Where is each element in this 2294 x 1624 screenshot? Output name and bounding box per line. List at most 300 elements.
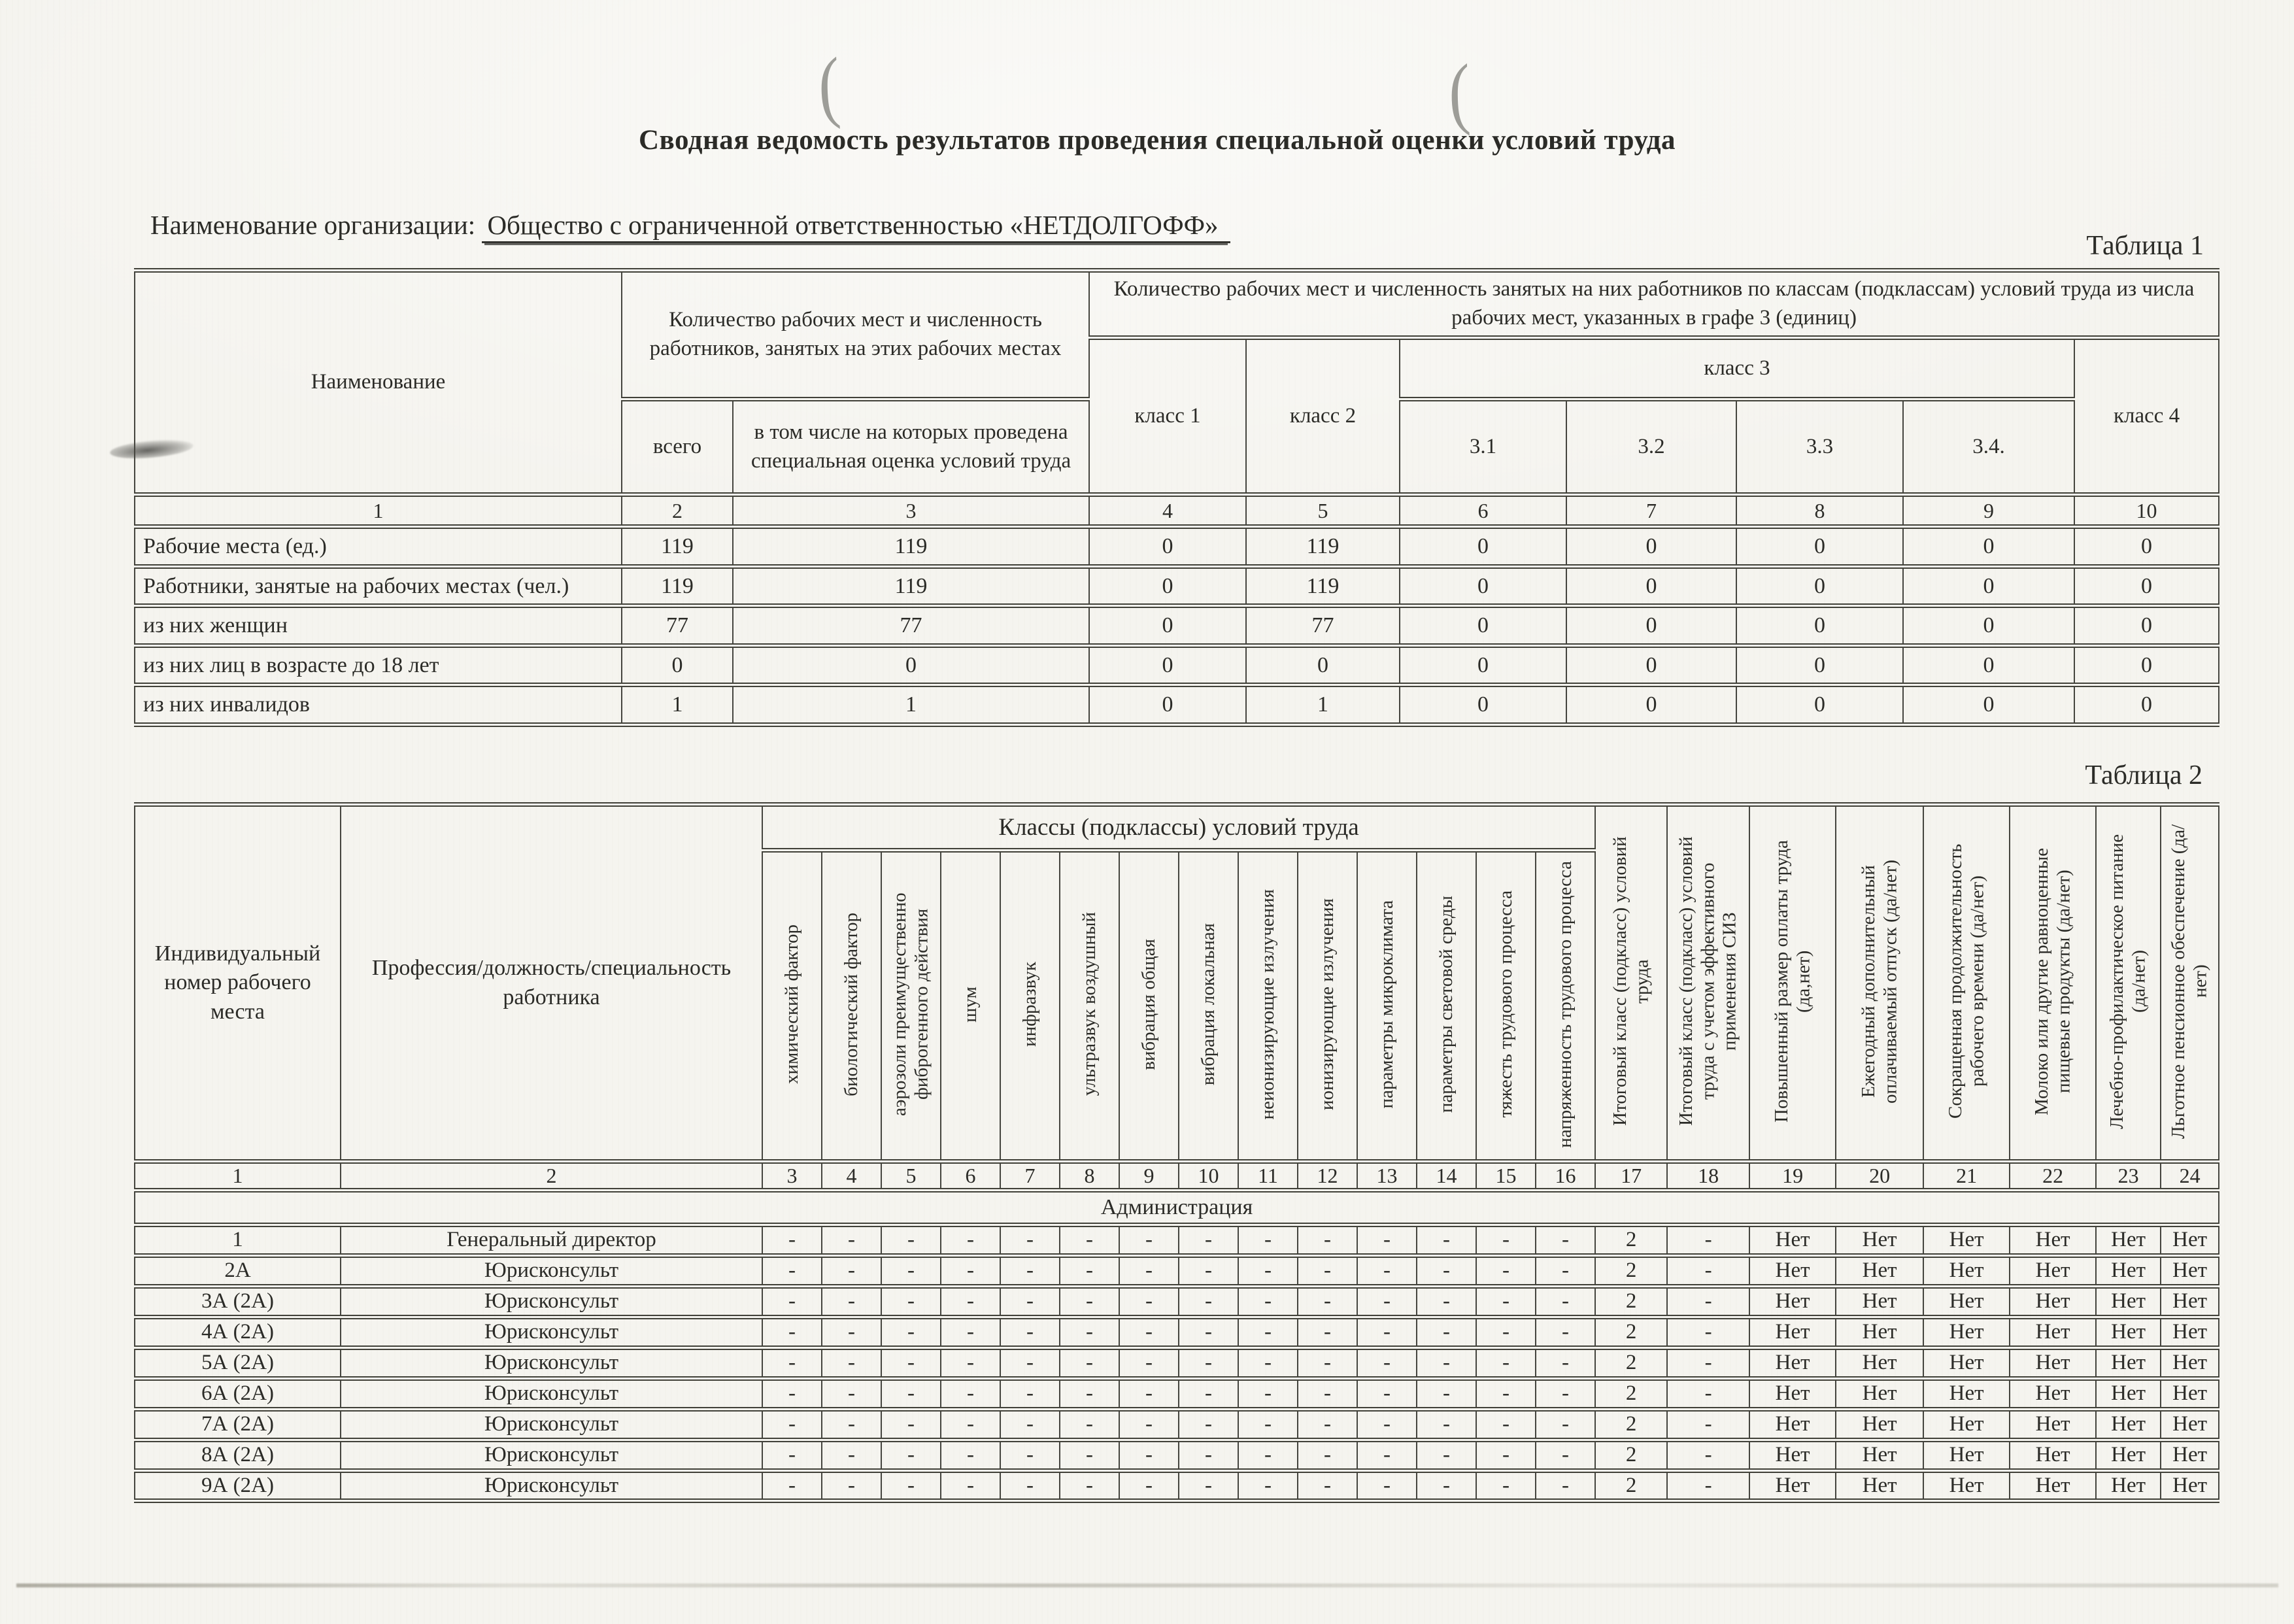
t1-cell: 0 [1903,527,2074,567]
factor-cell: - [1298,1409,1357,1440]
t2-header-light-label: параметры световой среды [1435,895,1457,1113]
factor-cell: - [1357,1470,1417,1501]
final-class-cell: 2 [1595,1255,1667,1286]
workplace-number-cell: 3А (2А) [135,1286,341,1317]
factor-cell: - [1476,1347,1536,1378]
t2-header-chemical [762,851,822,1162]
final-class-siz-cell: - [1667,1470,1749,1501]
factor-cell: - [762,1409,822,1440]
t1-cell: 119 [622,566,733,606]
factor-cell: - [1476,1286,1536,1317]
profession-cell: Юрисконсульт [341,1286,762,1317]
factor-cell: - [1179,1470,1238,1501]
benefit-cell: Нет [2010,1286,2096,1317]
t1-column-numbers-row [135,495,2219,527]
benefit-cell: Нет [2010,1409,2096,1440]
factor-cell: - [1357,1286,1417,1317]
t1-cell: 0 [2074,685,2219,725]
benefit-cell: Нет [2161,1286,2219,1317]
benefit-cell: Нет [2161,1317,2219,1347]
t2-header-aerosols-label: аэрозоли преимущественно фиброгенного действия [889,892,932,1116]
factor-cell: - [1238,1347,1298,1378]
t1-header-class3-4: 3.4. [1903,399,2074,495]
benefit-cell: Нет [2161,1409,2219,1440]
factor-cell: - [822,1255,881,1286]
factor-cell: - [1060,1286,1119,1317]
workplace-number-cell: 9А (2А) [135,1470,341,1501]
t1-col-number: 9 [1903,495,2074,527]
t2-header-infrasound [1000,851,1060,1162]
benefit-cell: Нет [1923,1347,2010,1378]
t2-col-number: 21 [1923,1162,2010,1191]
benefit-cell: Нет [1836,1317,1923,1347]
factor-cell: - [1060,1378,1119,1409]
factor-cell: - [1179,1255,1238,1286]
factor-cell: - [1476,1225,1536,1256]
factor-cell: - [1298,1470,1357,1501]
t1-header-class1: класс 1 [1089,338,1246,495]
factor-cell: - [822,1440,881,1470]
final-class-cell: 2 [1595,1470,1667,1501]
t2-header-pension-label: Льготное пенсионное обеспечение (да/нет) [2168,824,2211,1139]
t1-header-class3-3: 3.3 [1736,399,1903,495]
factor-cell: - [1417,1255,1476,1286]
factor-cell: - [1357,1225,1417,1256]
t2-col-number: 10 [1179,1162,1238,1191]
benefit-cell: Нет [2096,1317,2161,1347]
benefit-cell: Нет [1923,1255,2010,1286]
t2-col-number: 9 [1119,1162,1179,1191]
t2-col-number: 14 [1417,1162,1476,1191]
final-class-siz-cell: - [1667,1378,1749,1409]
benefit-cell: Нет [2161,1225,2219,1256]
table2-row [135,1347,2219,1378]
final-class-siz-cell: - [1667,1225,1749,1256]
t1-cell: 0 [1400,685,1566,725]
benefit-cell: Нет [2010,1440,2096,1470]
factor-cell: - [1476,1470,1536,1501]
factor-cell: - [881,1378,941,1409]
t2-col-number: 20 [1836,1162,1923,1191]
factor-cell: - [1179,1409,1238,1440]
t2-header-therapeutic-food [2096,805,2161,1162]
table2-row [135,1378,2219,1409]
factor-cell: - [1417,1409,1476,1440]
t1-header-assessed: в том числе на которых проведена специальная оценка условий труда [733,399,1089,495]
factor-cell: - [762,1286,822,1317]
t1-cell: 0 [1903,645,2074,685]
factor-cell: - [1119,1378,1179,1409]
factor-cell: - [1298,1378,1357,1409]
factor-cell: - [1476,1378,1536,1409]
t2-header-vibration-general-label: вибрация общая [1138,938,1159,1070]
factor-cell: - [1000,1440,1060,1470]
final-class-cell: 2 [1595,1286,1667,1317]
benefit-cell: Нет [1749,1409,1836,1440]
benefit-cell: Нет [2096,1409,2161,1440]
t2-header-vibration-general [1119,851,1179,1162]
workplace-number-cell: 6А (2А) [135,1378,341,1409]
t2-header-severity [1476,851,1536,1162]
t2-header-final-class-siz [1667,805,1749,1162]
factor-cell: - [1536,1255,1595,1286]
t1-row-label: из них лиц в возрасте до 18 лет [135,645,622,685]
factor-cell: - [1357,1409,1417,1440]
t2-header-classes-group: Классы (подклассы) условий труда [762,805,1595,851]
t1-header-group-places: Количество рабочих мест и численность работников, занятых на этих рабочих местах [622,271,1089,399]
t2-column-numbers-row [135,1162,2219,1191]
t2-col-number: 17 [1595,1162,1667,1191]
t2-header-biological-label: биологический фактор [840,912,862,1096]
factor-cell: - [1119,1470,1179,1501]
t1-cell: 0 [1566,645,1736,685]
benefit-cell: Нет [1749,1347,1836,1378]
t2-header-intensity-label: напряженность трудового процесса [1554,860,1576,1148]
final-class-siz-cell: - [1667,1286,1749,1317]
final-class-siz-cell: - [1667,1440,1749,1470]
t2-col-number: 22 [2010,1162,2096,1191]
t2-header-microclimate-label: параметры микроклимата [1375,900,1397,1109]
t1-col-number: 2 [622,495,733,527]
workplace-number-cell: 7А (2А) [135,1409,341,1440]
t2-header-final-class-label: Итоговый класс (подкласс) условий труда [1609,836,1653,1126]
t2-header-severity-label: тяжесть трудового процесса [1494,890,1516,1118]
t2-header-infrasound-label: инфразвук [1019,962,1040,1047]
t1-cell: 0 [1089,606,1246,646]
t1-cell: 0 [1903,606,2074,646]
t1-col-number: 1 [135,495,622,527]
factor-cell: - [822,1378,881,1409]
benefit-cell: Нет [1923,1409,2010,1440]
benefit-cell: Нет [2096,1440,2161,1470]
factor-cell: - [1000,1409,1060,1440]
t1-cell: 77 [1246,606,1400,646]
factor-cell: - [1179,1286,1238,1317]
workplace-number-cell: 5А (2А) [135,1347,341,1378]
benefit-cell: Нет [1923,1440,2010,1470]
table2-workplaces-detail [134,802,2219,1503]
factor-cell: - [822,1409,881,1440]
t2-col-number: 12 [1298,1162,1357,1191]
benefit-cell: Нет [1836,1225,1923,1256]
factor-cell: - [941,1286,1000,1317]
factor-cell: - [941,1470,1000,1501]
factor-cell: - [1060,1409,1119,1440]
t1-cell: 0 [1566,685,1736,725]
t2-header-therapeutic-food-label: Лечебно-профилактическое питание (да/нет) [2106,834,2150,1129]
final-class-cell: 2 [1595,1317,1667,1347]
t2-col-number: 8 [1060,1162,1119,1191]
t1-col-number: 8 [1736,495,1903,527]
factor-cell: - [1119,1317,1179,1347]
t1-cell: 0 [1089,566,1246,606]
benefit-cell: Нет [2096,1347,2161,1378]
t1-row-label: Работники, занятые на рабочих местах (чел.) [135,566,622,606]
t1-header-class3-2: 3.2 [1566,399,1736,495]
scan-line-artifact [16,1583,2278,1587]
factor-cell: - [1000,1378,1060,1409]
document-title: Сводная ведомость результатов проведения специальной оценки условий труда [638,125,1676,156]
t2-header-microclimate [1357,851,1417,1162]
t1-cell: 0 [1400,566,1566,606]
table2-caption: Таблица 2 [2085,760,2202,790]
factor-cell: - [762,1255,822,1286]
table2-row [135,1255,2219,1286]
t2-col-number: 6 [941,1162,1000,1191]
factor-cell: - [762,1378,822,1409]
t1-cell: 0 [1400,527,1566,567]
final-class-cell: 2 [1595,1347,1667,1378]
table1-row [135,685,2219,725]
factor-cell: - [1060,1440,1119,1470]
table1-summary-counts [134,268,2219,727]
factor-cell: - [1357,1440,1417,1470]
benefit-cell: Нет [1749,1225,1836,1256]
factor-cell: - [881,1409,941,1440]
final-class-siz-cell: - [1667,1317,1749,1347]
factor-cell: - [881,1225,941,1256]
factor-cell: - [1238,1440,1298,1470]
t1-row-label: Рабочие места (ед.) [135,527,622,567]
t2-col-number: 15 [1476,1162,1536,1191]
factor-cell: - [1179,1317,1238,1347]
t1-cell: 0 [2074,606,2219,646]
factor-cell: - [1536,1286,1595,1317]
benefit-cell: Нет [2010,1317,2096,1347]
t2-col-number: 7 [1000,1162,1060,1191]
t2-header-final-class-siz-label: Итоговый класс (подкласс) условий труда с учетом эффективного применения СИЗ [1676,836,1740,1126]
factor-cell: - [1000,1317,1060,1347]
factor-cell: - [1417,1440,1476,1470]
profession-cell: Юрисконсульт [341,1409,762,1440]
t2-col-number: 4 [822,1162,881,1191]
t2-col-number: 11 [1238,1162,1298,1191]
benefit-cell: Нет [1923,1225,2010,1256]
factor-cell: - [1536,1470,1595,1501]
factor-cell: - [1536,1409,1595,1440]
factor-cell: - [881,1255,941,1286]
factor-cell: - [1060,1317,1119,1347]
table1-row [135,645,2219,685]
benefit-cell: Нет [1923,1317,2010,1347]
t1-cell: 77 [622,606,733,646]
table1-row [135,527,2219,567]
t2-col-number: 23 [2096,1162,2161,1191]
t2-header-noise-label: шум [959,986,981,1023]
factor-cell: - [1298,1255,1357,1286]
factor-cell: - [1060,1347,1119,1378]
t2-col-number: 16 [1536,1162,1595,1191]
t2-header-ultrasound-label: ультразвук воздушный [1078,912,1100,1096]
factor-cell: - [1000,1225,1060,1256]
benefit-cell: Нет [1836,1347,1923,1378]
t2-header-reduced-hours [1923,805,2010,1162]
t2-col-number: 19 [1749,1162,1836,1191]
factor-cell: - [1179,1225,1238,1256]
t1-cell: 119 [622,527,733,567]
final-class-cell: 2 [1595,1440,1667,1470]
factor-cell: - [941,1440,1000,1470]
benefit-cell: Нет [1749,1317,1836,1347]
t2-header-ultrasound [1060,851,1119,1162]
benefit-cell: Нет [2161,1347,2219,1378]
profession-cell: Юрисконсульт [341,1347,762,1378]
factor-cell: - [1476,1409,1536,1440]
t1-cell: 0 [2074,527,2219,567]
table2-row [135,1409,2219,1440]
factor-cell: - [1238,1286,1298,1317]
t2-header-vibration-local [1179,851,1238,1162]
profession-cell: Юрисконсульт [341,1440,762,1470]
factor-cell: - [1119,1440,1179,1470]
benefit-cell: Нет [1836,1470,1923,1501]
t1-col-number: 5 [1246,495,1400,527]
t2-header-workplace-number: Индивидуальный номер рабочего места [135,805,341,1162]
factor-cell: - [1238,1378,1298,1409]
profession-cell: Юрисконсульт [341,1255,762,1286]
final-class-siz-cell: - [1667,1255,1749,1286]
t1-cell: 119 [733,566,1089,606]
t2-header-milk-label: Молоко или другие равноценные пищевые продукты (да/нет) [2031,847,2074,1115]
factor-cell: - [941,1347,1000,1378]
profession-cell: Юрисконсульт [341,1470,762,1501]
factor-cell: - [1417,1347,1476,1378]
factor-cell: - [822,1286,881,1317]
benefit-cell: Нет [2161,1440,2219,1470]
factor-cell: - [1417,1470,1476,1501]
table2-row [135,1440,2219,1470]
t2-header-extra-leave-label: Ежегодный дополнительный оплачиваемый отпуск (да/нет) [1857,859,1901,1104]
t2-col-number: 3 [762,1162,822,1191]
t2-header-light [1417,851,1476,1162]
t1-cell: 119 [733,527,1089,567]
t2-header-milk [2010,805,2096,1162]
t1-cell: 1 [622,685,733,725]
factor-cell: - [1357,1317,1417,1347]
t1-cell: 77 [733,606,1089,646]
benefit-cell: Нет [1836,1255,1923,1286]
factor-cell: - [822,1225,881,1256]
table2-row [135,1470,2219,1501]
t2-header-chemical-label: химический фактор [781,924,802,1084]
factor-cell: - [762,1317,822,1347]
workplace-number-cell: 1 [135,1225,341,1256]
benefit-cell: Нет [2096,1225,2161,1256]
factor-cell: - [1238,1470,1298,1501]
factor-cell: - [1119,1409,1179,1440]
benefit-cell: Нет [1749,1470,1836,1501]
t1-cell: 119 [1246,527,1400,567]
factor-cell: - [1179,1378,1238,1409]
factor-cell: - [1476,1317,1536,1347]
t2-col-number: 24 [2161,1162,2219,1191]
t1-row-label: из них женщин [135,606,622,646]
t1-cell: 0 [1736,527,1903,567]
t2-header-final-class [1595,805,1667,1162]
benefit-cell: Нет [2096,1470,2161,1501]
factor-cell: - [1536,1225,1595,1256]
t2-header-higher-pay-label: Повышенный размер оплаты труда (да,нет) [1770,840,1814,1123]
benefit-cell: Нет [2010,1347,2096,1378]
factor-cell: - [1060,1255,1119,1286]
factor-cell: - [1238,1255,1298,1286]
benefit-cell: Нет [2161,1470,2219,1501]
table2-row [135,1286,2219,1317]
workplace-number-cell: 8А (2А) [135,1440,341,1470]
t2-header-extra-leave [1836,805,1923,1162]
benefit-cell: Нет [2096,1286,2161,1317]
factor-cell: - [881,1286,941,1317]
t1-header-group-classes: Количество рабочих мест и численность занятых на них работников по классам (подклассам) условий труда из числа рабочих мест, указанных в графе 3 (единиц) [1089,271,2219,338]
t1-header-total: всего [622,399,733,495]
factor-cell: - [1536,1440,1595,1470]
t2-header-biological [822,851,881,1162]
factor-cell: - [1298,1317,1357,1347]
factor-cell: - [1476,1255,1536,1286]
table1-row [135,606,2219,646]
factor-cell: - [1119,1347,1179,1378]
section-row-administration [135,1191,2219,1225]
t1-cell: 0 [1400,645,1566,685]
benefit-cell: Нет [1923,1470,2010,1501]
profession-cell: Юрисконсульт [341,1317,762,1347]
workplace-number-cell: 2А [135,1255,341,1286]
benefit-cell: Нет [1836,1378,1923,1409]
t2-header-vibration-local-label: вибрация локальная [1197,922,1219,1086]
factor-cell: - [1000,1286,1060,1317]
t2-header-higher-pay [1749,805,1836,1162]
t1-header-class3: класс 3 [1400,338,2074,399]
t2-header-profession: Профессия/должность/специальность работника [341,805,762,1162]
factor-cell: - [941,1317,1000,1347]
t1-cell: 0 [1089,685,1246,725]
profession-cell: Юрисконсульт [341,1378,762,1409]
t1-cell: 0 [2074,566,2219,606]
t1-col-number: 4 [1089,495,1246,527]
factor-cell: - [1417,1317,1476,1347]
t1-cell: 0 [1736,606,1903,646]
t2-header-pension [2161,805,2219,1162]
t1-cell: 1 [733,685,1089,725]
factor-cell: - [822,1317,881,1347]
factor-cell: - [1000,1470,1060,1501]
factor-cell: - [1298,1440,1357,1470]
t1-cell: 0 [733,645,1089,685]
scan-mark-parenthesis-2: ( [1447,48,1472,137]
factor-cell: - [1060,1470,1119,1501]
benefit-cell: Нет [1923,1286,2010,1317]
final-class-siz-cell: - [1667,1409,1749,1440]
factor-cell: - [762,1470,822,1501]
t1-cell: 0 [1736,645,1903,685]
t1-row-label: из них инвалидов [135,685,622,725]
scan-mark-parenthesis-1: ( [816,41,843,131]
factor-cell: - [941,1378,1000,1409]
benefit-cell: Нет [1749,1440,1836,1470]
table1-caption: Таблица 1 [2086,231,2204,261]
benefit-cell: Нет [2161,1255,2219,1286]
factor-cell: - [1417,1286,1476,1317]
factor-cell: - [881,1317,941,1347]
t2-header-ionizing-label: ионизирующие излучения [1316,898,1338,1111]
benefit-cell: Нет [1923,1378,2010,1409]
organization-name: Общество с ограниченной ответственностью «НЕТДОЛГОФФ» [482,210,1230,243]
factor-cell: - [1119,1225,1179,1256]
factor-cell: - [941,1409,1000,1440]
workplace-number-cell: 4А (2А) [135,1317,341,1347]
benefit-cell: Нет [2010,1378,2096,1409]
t2-col-number: 5 [881,1162,941,1191]
